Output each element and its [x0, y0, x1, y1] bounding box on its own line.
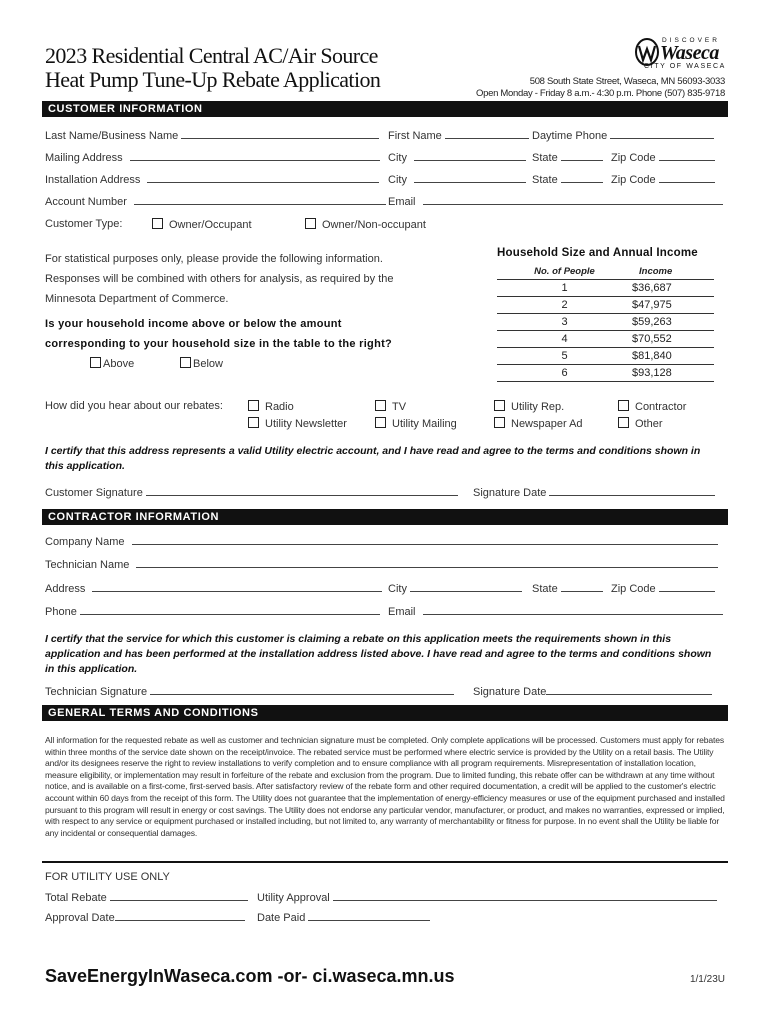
office-address — [476, 76, 725, 100]
hear-option-tv[interactable] — [375, 400, 406, 413]
utility-newsletter-checkbox[interactable] — [248, 417, 259, 428]
contractor-city-label: City — [388, 583, 407, 595]
hear-option-other[interactable] — [618, 417, 663, 430]
customer-email-field[interactable] — [388, 194, 723, 208]
customer-signature-label: Customer Signature — [45, 487, 143, 499]
customer-signature-input[interactable] — [146, 485, 458, 496]
total-rebate-input[interactable] — [110, 890, 248, 901]
newspaper-ad-checkbox[interactable] — [494, 417, 505, 428]
installation-city-input[interactable] — [414, 172, 526, 183]
utility-approval-input[interactable] — [333, 890, 717, 901]
contractor-checkbox[interactable] — [618, 400, 629, 411]
technician-signature-date-input[interactable] — [546, 684, 712, 695]
contractor-section-header: CONTRACTOR INFORMATION — [42, 509, 728, 525]
account-number-label: Account Number — [45, 196, 127, 208]
hear-option-radio[interactable] — [248, 400, 294, 413]
contractor-phone-input[interactable] — [80, 604, 380, 615]
income-question-line1: Is your household income above or below the amount — [45, 318, 342, 330]
above-option[interactable] — [90, 357, 134, 370]
household-income: $70,552 — [632, 331, 714, 348]
installation-state-input[interactable] — [561, 172, 603, 183]
mailing-state-field[interactable] — [532, 150, 603, 164]
installation-city-field[interactable] — [388, 172, 526, 186]
hear-option-utility-mailing[interactable] — [375, 417, 457, 430]
household-income: $47,975 — [632, 297, 714, 314]
contractor-city-input[interactable] — [410, 581, 522, 592]
household-people: 1 — [497, 280, 632, 297]
date-paid-input[interactable] — [308, 910, 430, 921]
mailing-address-label: Mailing Address — [45, 152, 123, 164]
other-label: Other — [635, 418, 663, 430]
contractor-zip-input[interactable] — [659, 581, 715, 592]
utility-newsletter-label: Utility Newsletter — [265, 418, 347, 430]
mailing-city-field[interactable] — [388, 150, 526, 164]
installation-state-field[interactable] — [532, 172, 603, 186]
contractor-state-input[interactable] — [561, 581, 603, 592]
customer-email-label: Email — [388, 196, 416, 208]
customer-section-header: CUSTOMER INFORMATION — [42, 101, 728, 117]
above-label: Above — [103, 358, 135, 370]
household-row — [497, 280, 714, 297]
technician-name-label: Technician Name — [45, 559, 130, 571]
household-income: $93,128 — [632, 365, 714, 382]
owner-occupant-option[interactable] — [152, 218, 252, 231]
mailing-state-label: State — [532, 152, 558, 164]
installation-state-label: State — [532, 174, 558, 186]
radio-checkbox[interactable] — [248, 400, 259, 411]
form-title-line2: Heat Pump Tune-Up Rebate Application — [45, 67, 381, 92]
account-number-input[interactable] — [134, 194, 386, 205]
terms-text: All information for the requested rebate as well as customer and technician signature must be completed. Only complete applications will be processed. Customers must apply for rebates within three months of the service date shown on the receipt/invoice. The rebated service must be performed where electric service is provided by the Utility on a retail basis. The Utility and/or its designees reserve the right to review installations to verify completion and to ensure compliance with all program requirements. Misrepresentation of installation location, measure eligibility, or implementation may result in forfeiture of the rebate and exclusion from the program. Due to limited funding, this rebate offer can be withdrawn at any time without notice, and is available on a first-come, first-served basis. After satisfactory review of the rebate form and other required documentation, a credit will be applied to the customer's electric account within 60 days from the receipt of this form. The Utility does not guarantee that the implementation of energy-efficiency measures or use of the equipment purchased and installed pursuant to this program will result in energy or cost savings. The Utility does not endorse any particular vendor, manufacturer, or product, and makes no warranties, expressed or implied, with respect to any service or equipment purchased or installed including, but not limited to, any warranty of merchantability or fitness for purpose. In no event shall the Utility be liable for any incidental or consequential damages. — [45, 735, 725, 838]
contractor-zip-field[interactable] — [611, 581, 715, 595]
technician-signature-input[interactable] — [150, 684, 454, 695]
below-checkbox[interactable] — [180, 357, 191, 368]
hear-about-label: How did you hear about our rebates: — [45, 400, 223, 412]
logo-city-text: CITY OF WASECA — [644, 63, 726, 70]
installation-address-input[interactable] — [147, 172, 379, 183]
daytime-phone-input[interactable] — [610, 128, 714, 139]
contractor-city-field[interactable] — [388, 581, 522, 595]
form-code: 1/1/23U — [689, 974, 725, 985]
household-col-people: No. of People — [497, 263, 632, 280]
first-name-input[interactable] — [445, 128, 529, 139]
customer-signature-date-field[interactable] — [473, 485, 715, 499]
customer-type-label: Customer Type: — [45, 218, 123, 230]
utility-rep-label: Utility Rep. — [511, 401, 565, 413]
statistics-line2: Responses will be combined with others for analysis, as required by the — [45, 273, 394, 285]
household-income: $36,687 — [632, 280, 714, 297]
logo-main-text: Waseca — [660, 42, 719, 64]
income-question-line2: corresponding to your household size in the table to the right? — [45, 338, 393, 350]
household-income: $59,263 — [632, 314, 714, 331]
household-row — [497, 314, 714, 331]
owner-non-occupant-label: Owner/Non-occupant — [322, 219, 426, 231]
owner-non-occupant-option[interactable] — [305, 218, 426, 231]
radio-label: Radio — [265, 401, 294, 413]
statistics-line3: Minnesota Department of Commerce. — [45, 293, 229, 305]
total-rebate-label: Total Rebate — [45, 892, 107, 904]
customer-email-input[interactable] — [423, 194, 723, 205]
footer-website: SaveEnergyInWaseca.com -or- ci.waseca.mn.us — [45, 966, 455, 986]
above-checkbox[interactable] — [90, 357, 101, 368]
office-hours: Open Monday - Friday 8 a.m.- 4:30 p.m. Phone (507) 835-9718 — [476, 88, 725, 99]
household-table — [497, 263, 714, 382]
company-name-label: Company Name — [45, 536, 125, 548]
owner-occupant-checkbox[interactable] — [152, 218, 163, 229]
tv-label: TV — [392, 401, 407, 413]
utility-divider — [42, 861, 728, 863]
contractor-state-label: State — [532, 583, 558, 595]
contractor-phone-field[interactable] — [45, 604, 380, 618]
utility-mailing-checkbox[interactable] — [375, 417, 386, 428]
date-paid-field[interactable] — [257, 910, 430, 924]
household-col-income: Income — [632, 263, 714, 280]
logo-discover-text: DISCOVER — [662, 37, 720, 44]
household-row — [497, 348, 714, 365]
mailing-zip-input[interactable] — [659, 150, 715, 161]
utility-rep-checkbox[interactable] — [494, 400, 505, 411]
household-people: 3 — [497, 314, 632, 331]
household-income: $81,840 — [632, 348, 714, 365]
technician-signature-date-field[interactable] — [473, 684, 712, 698]
other-checkbox[interactable] — [618, 417, 629, 428]
contractor-address-label: Address — [45, 583, 86, 595]
household-table-title: Household Size and Annual Income — [497, 247, 698, 259]
form-title — [45, 44, 380, 92]
installation-address-label: Installation Address — [45, 174, 141, 186]
mailing-city-label: City — [388, 152, 407, 164]
utility-use-header: FOR UTILITY USE ONLY — [45, 871, 170, 883]
household-people: 5 — [497, 348, 632, 365]
household-people: 2 — [497, 297, 632, 314]
daytime-phone-label: Daytime Phone — [532, 130, 608, 142]
last-name-input[interactable] — [181, 128, 379, 139]
contractor-zip-label: Zip Code — [611, 583, 656, 595]
statistics-line1: For statistical purposes only, please provide the following information. — [45, 253, 383, 265]
hear-option-newspaper-ad[interactable] — [494, 417, 583, 430]
contractor-email-field[interactable] — [388, 604, 723, 618]
technician-name-input[interactable] — [136, 557, 718, 568]
first-name-label: First Name — [388, 130, 442, 142]
date-paid-label: Date Paid — [257, 912, 306, 924]
utility-mailing-label: Utility Mailing — [392, 418, 457, 430]
below-label: Below — [193, 358, 223, 370]
below-option[interactable] — [180, 357, 223, 370]
account-number-field[interactable] — [45, 194, 386, 208]
owner-occupant-label: Owner/Occupant — [169, 219, 252, 231]
installation-zip-input[interactable] — [659, 172, 715, 183]
approval-date-field[interactable] — [45, 910, 245, 924]
contractor-cert-line2: application and has been performed at the installation address listed above. I have read and agree to the terms and conditions shown — [45, 648, 712, 660]
total-rebate-field[interactable] — [45, 890, 248, 904]
installation-address-field[interactable] — [45, 172, 379, 186]
customer-cert-line2: this application. — [45, 460, 125, 472]
tv-checkbox[interactable] — [375, 400, 386, 411]
approval-date-label: Approval Date — [45, 912, 115, 924]
office-street: 508 South State Street, Waseca, MN 56093-3033 — [529, 76, 725, 87]
utility-approval-label: Utility Approval — [257, 892, 330, 904]
mailing-address-input[interactable] — [130, 150, 380, 161]
utility-approval-field[interactable] — [257, 890, 717, 904]
last-name-field[interactable] — [45, 128, 379, 142]
technician-signature-date-label: Signature Date — [473, 686, 547, 698]
mailing-state-input[interactable] — [561, 150, 603, 161]
household-people: 4 — [497, 331, 632, 348]
household-row — [497, 365, 714, 382]
contractor-email-label: Email — [388, 606, 416, 618]
technician-signature-field[interactable] — [45, 684, 454, 698]
contractor-email-input[interactable] — [423, 604, 723, 615]
customer-certification — [45, 444, 730, 474]
mailing-address-field[interactable] — [45, 150, 380, 164]
first-name-field[interactable] — [388, 128, 529, 142]
contractor-cert-line3: in this application. — [45, 663, 138, 675]
household-row — [497, 297, 714, 314]
mailing-zip-field[interactable] — [611, 150, 715, 164]
contractor-cert-line1: I certify that the service for which this customer is claiming a rebate on this application meets the requirements shown in this — [45, 633, 672, 645]
contractor-address-input[interactable] — [92, 581, 382, 592]
installation-zip-label: Zip Code — [611, 174, 656, 186]
installation-city-label: City — [388, 174, 407, 186]
waseca-logo — [632, 36, 728, 72]
hear-option-contractor[interactable] — [618, 400, 686, 413]
form-title-line1: 2023 Residential Central AC/Air Source — [45, 43, 378, 68]
technician-signature-label: Technician Signature — [45, 686, 148, 698]
contractor-label: Contractor — [635, 401, 687, 413]
customer-signature-field[interactable] — [45, 485, 458, 499]
contractor-phone-label: Phone — [45, 606, 77, 618]
customer-signature-date-input[interactable] — [549, 485, 715, 496]
newspaper-ad-label: Newspaper Ad — [511, 418, 583, 430]
contractor-state-field[interactable] — [532, 581, 603, 595]
company-name-input[interactable] — [132, 534, 718, 545]
installation-zip-field[interactable] — [611, 172, 715, 186]
household-row — [497, 331, 714, 348]
terms-section-header: GENERAL TERMS AND CONDITIONS — [42, 705, 728, 721]
hear-option-utility-rep[interactable] — [494, 400, 564, 413]
company-name-field[interactable] — [45, 534, 718, 548]
daytime-phone-field[interactable] — [532, 128, 714, 142]
last-name-label: Last Name/Business Name — [45, 130, 179, 142]
mailing-zip-label: Zip Code — [611, 152, 656, 164]
household-people: 6 — [497, 365, 632, 382]
mailing-city-input[interactable] — [414, 150, 526, 161]
customer-signature-date-label: Signature Date — [473, 487, 547, 499]
technician-name-field[interactable] — [45, 557, 718, 571]
hear-option-utility-newsletter[interactable] — [248, 417, 347, 430]
owner-non-occupant-checkbox[interactable] — [305, 218, 316, 229]
customer-cert-line1: I certify that this address represents a valid Utility electric account, and I have read and agree to the terms and conditions shown in — [45, 445, 701, 457]
approval-date-input[interactable] — [115, 910, 245, 921]
contractor-address-field[interactable] — [45, 581, 382, 595]
contractor-certification — [45, 632, 730, 677]
